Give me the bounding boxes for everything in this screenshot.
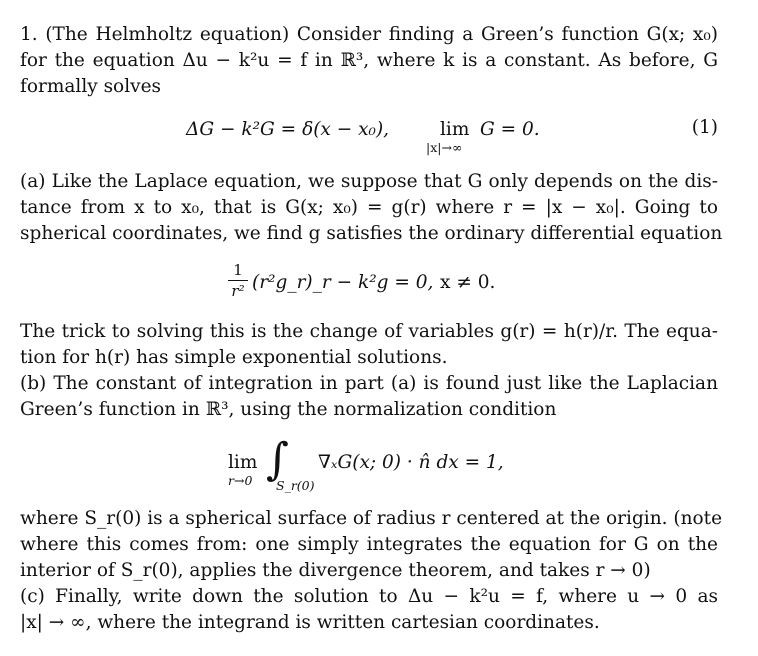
intro-line-3: formally solves: [20, 76, 162, 97]
integral-sign: ∫: [266, 434, 289, 485]
part-a2-line-2: tion for h(r) has simple exponential solutions.: [20, 347, 448, 368]
intro-line-2: for the equation Δu − k²u = f in ℝ³, where k is a constant. As before, G: [20, 50, 718, 71]
eq3-expr: ∇ₓG(x; 0) · n̂ dx = 1,: [318, 452, 504, 473]
intro-line-1: 1. (The Helmholtz equation) Consider finding a Green’s function G(x; x₀): [20, 24, 718, 45]
eq1-limit-expr: G = 0.: [480, 119, 540, 140]
part-b2-line-3: interior of S_r(0), applies the divergence theorem, and takes r → 0): [20, 560, 651, 581]
eq1-limit-word: lim: [440, 119, 470, 140]
eq1-left: ΔG − k²G = δ(x − x₀),: [186, 119, 390, 140]
eq1-limit-sub: |x|→∞: [426, 140, 463, 155]
part-a-line-2: tance from x to x₀, that is G(x; x₀) = g(r) where r = |x − x₀|. Going to: [20, 197, 718, 218]
eq3-integral-sub: S_r(0): [276, 478, 315, 493]
part-a-line-1: (a) Like the Laplace equation, we suppose that G only depends on the dis-: [20, 171, 718, 192]
eq2-cond: x ≠ 0.: [440, 272, 496, 293]
part-c-line-1: (c) Finally, write down the solution to Δu − k²u = f, where u → 0 as: [20, 586, 718, 607]
part-a-line-3: spherical coordinates, we find g satisfies the ordinary differential equation: [20, 223, 723, 244]
part-b2-line-2: where this comes from: one simply integrates the equation for G on the: [20, 534, 718, 555]
eq2-frac-bar: [228, 280, 248, 281]
eq3-limit-word: lim: [228, 452, 258, 473]
part-b-line-2: Green’s function in ℝ³, using the normalization condition: [20, 399, 557, 420]
part-c-line-2: |x| → ∞, where the integrand is written cartesian coordinates.: [20, 612, 600, 633]
eq2-expr: (r²g_r)_r − k²g = 0,: [252, 272, 434, 293]
eq2-frac-num: 1: [233, 261, 243, 279]
part-a2-line-1: The trick to solving this is the change of variables g(r) = h(r)/r. The equa-: [20, 321, 718, 342]
part-b2-line-1: where S_r(0) is a spherical surface of radius r centered at the origin. (note: [20, 508, 723, 529]
eq1-number: (1): [691, 117, 718, 138]
eq2-frac-den: r²: [231, 282, 245, 300]
part-b-line-1: (b) The constant of integration in part (a) is found just like the Laplacian: [20, 373, 718, 394]
eq3-limit-sub: r→0: [228, 473, 253, 488]
